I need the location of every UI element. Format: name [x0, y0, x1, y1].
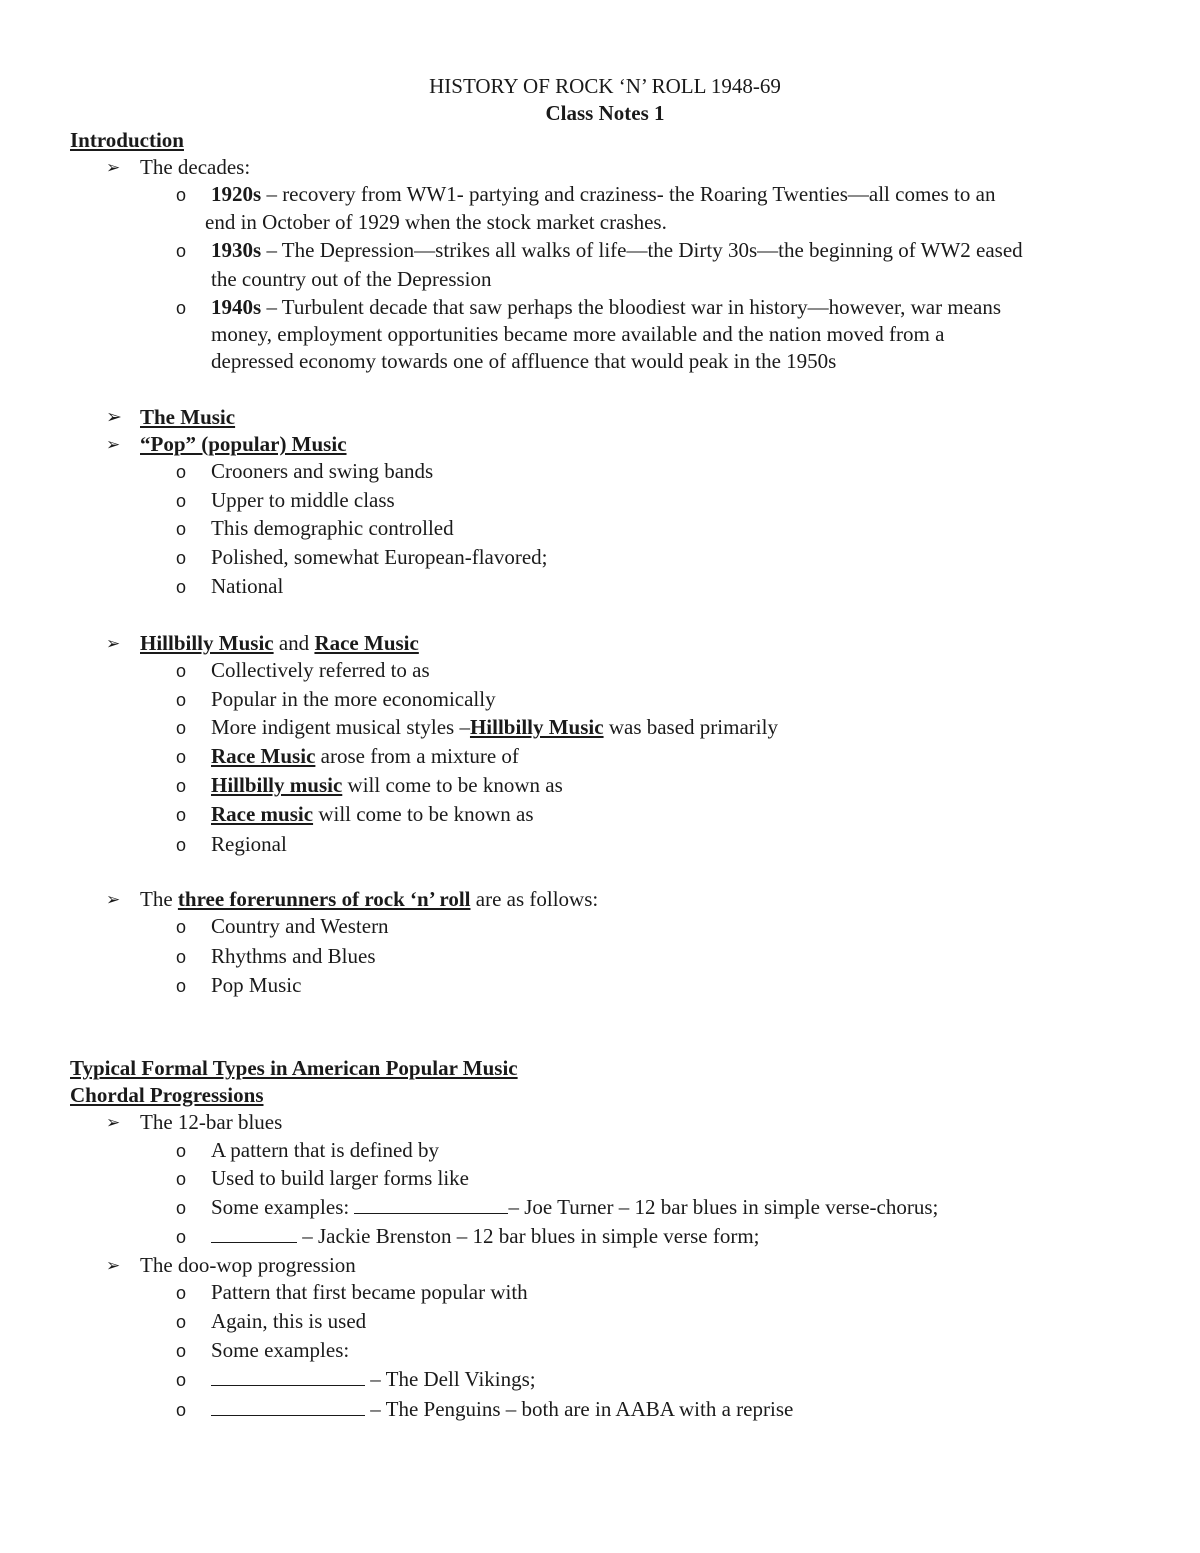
decade-1940s-continuation-2: depressed economy towards one of affluence that would peak in the 1950s: [211, 349, 837, 373]
circle-bullet-icon: o: [176, 947, 187, 967]
document-subtitle: Class Notes 1: [545, 101, 665, 125]
forerunner-item: o Rhythms and Blues: [176, 942, 376, 971]
circle-bullet-icon: o: [176, 1227, 187, 1247]
decades-item: ➢ The decades:: [106, 153, 250, 182]
circle-bullet-icon: o: [176, 491, 187, 511]
pop-item: o Crooners and swing bands: [176, 457, 433, 486]
hillbilly-race-heading-item: ➢ Hillbilly Music and Race Music: [106, 629, 419, 658]
forerunner-item: o Pop Music: [176, 971, 301, 1000]
doo-wop-progression-item: ➢ The doo-wop progression: [106, 1251, 356, 1280]
circle-bullet-icon: o: [176, 577, 187, 597]
hillbilly-race-item: o More indigent musical styles –Hillbilly Music was based primarily: [176, 713, 778, 742]
introduction-heading: Introduction: [70, 128, 184, 152]
music-heading-item: ➢ The Music: [106, 405, 236, 429]
pop-item: o This demographic controlled: [176, 514, 454, 543]
hillbilly-race-item: o Race music will come to be known as: [176, 800, 534, 829]
formal-types-heading: Typical Formal Types in American Popular Music: [70, 1056, 518, 1080]
circle-bullet-icon: o: [176, 185, 187, 205]
arrowhead-bullet-icon: ➢: [106, 634, 121, 654]
arrowhead-bullet-icon: ➢: [106, 406, 122, 428]
blues-item: o – Jackie Brenston – 12 bar blues in simple verse form;: [176, 1222, 759, 1251]
twelve-bar-blues-item: ➢ The 12-bar blues: [106, 1108, 282, 1137]
hillbilly-race-item: o Collectively referred to as: [176, 656, 430, 685]
arrowhead-bullet-icon: ➢: [106, 1256, 121, 1276]
doowop-item: o Some examples:: [176, 1336, 349, 1365]
circle-bullet-icon: o: [176, 519, 187, 539]
circle-bullet-icon: o: [176, 1370, 187, 1390]
decade-1920s-item: o 1920s – recovery from WW1- partying and craziness- the Roaring Twenties—all comes to an: [176, 180, 995, 209]
blues-item: o Some examples: – Joe Turner – 12 bar blues in simple verse-chorus;: [176, 1193, 938, 1222]
fill-in-blank: [211, 1397, 365, 1416]
pop-music-heading-item: ➢ “Pop” (popular) Music: [106, 430, 347, 459]
arrowhead-bullet-icon: ➢: [106, 158, 121, 178]
decade-1930s-item: o 1930s – The Depression—strikes all walks of life—the Dirty 30s—the beginning of WW2 eased: [176, 236, 1023, 265]
pop-item: o National: [176, 572, 283, 601]
circle-bullet-icon: o: [176, 661, 187, 681]
circle-bullet-icon: o: [176, 835, 187, 855]
decade-1940s-continuation-1: money, employment opportunities became more available and the nation moved from a: [211, 322, 945, 346]
chordal-progressions-heading: Chordal Progressions: [70, 1083, 264, 1107]
arrowhead-bullet-icon: ➢: [106, 1113, 121, 1133]
doowop-item: o – The Dell Vikings;: [176, 1365, 536, 1394]
decade-1940s-item: o 1940s – Turbulent decade that saw perhaps the bloodiest war in history—however, war means: [176, 293, 1001, 322]
circle-bullet-icon: o: [176, 976, 187, 996]
circle-bullet-icon: o: [176, 548, 187, 568]
forerunner-item: o Country and Western: [176, 912, 389, 941]
fill-in-blank: [211, 1367, 365, 1386]
circle-bullet-icon: o: [176, 1198, 187, 1218]
circle-bullet-icon: o: [176, 1141, 187, 1161]
doowop-item: o – The Penguins – both are in AABA with a reprise: [176, 1395, 793, 1424]
pop-item: o Polished, somewhat European-flavored;: [176, 543, 548, 572]
circle-bullet-icon: o: [176, 462, 187, 482]
blues-item: o A pattern that is defined by: [176, 1136, 439, 1165]
doowop-item: o Again, this is used: [176, 1307, 366, 1336]
circle-bullet-icon: o: [176, 805, 187, 825]
circle-bullet-icon: o: [176, 776, 187, 796]
doowop-item: o Pattern that first became popular with: [176, 1278, 528, 1307]
arrowhead-bullet-icon: ➢: [106, 890, 121, 910]
circle-bullet-icon: o: [176, 1400, 187, 1420]
circle-bullet-icon: o: [176, 1283, 187, 1303]
blues-item: o Used to build larger forms like: [176, 1164, 469, 1193]
hillbilly-race-item: o Race Music arose from a mixture of: [176, 742, 519, 771]
circle-bullet-icon: o: [176, 917, 187, 937]
pop-item: o Upper to middle class: [176, 486, 395, 515]
arrowhead-bullet-icon: ➢: [106, 435, 121, 455]
circle-bullet-icon: o: [176, 1341, 187, 1361]
fill-in-blank: [211, 1224, 297, 1243]
document-title: HISTORY OF ROCK ‘N’ ROLL 1948-69: [429, 74, 781, 98]
circle-bullet-icon: o: [176, 1312, 187, 1332]
circle-bullet-icon: o: [176, 241, 187, 261]
circle-bullet-icon: o: [176, 298, 187, 318]
hillbilly-race-item: o Regional: [176, 830, 287, 859]
decade-1930s-continuation: the country out of the Depression: [211, 267, 492, 291]
hillbilly-race-item: o Hillbilly music will come to be known as: [176, 771, 563, 800]
fill-in-blank: [354, 1195, 508, 1214]
circle-bullet-icon: o: [176, 690, 187, 710]
decade-1920s-continuation: end in October of 1929 when the stock market crashes.: [205, 210, 667, 234]
circle-bullet-icon: o: [176, 718, 187, 738]
circle-bullet-icon: o: [176, 1169, 187, 1189]
circle-bullet-icon: o: [176, 747, 187, 767]
hillbilly-race-item: o Popular in the more economically: [176, 685, 496, 714]
forerunners-item: ➢ The three forerunners of rock ‘n’ roll are as follows:: [106, 885, 598, 914]
